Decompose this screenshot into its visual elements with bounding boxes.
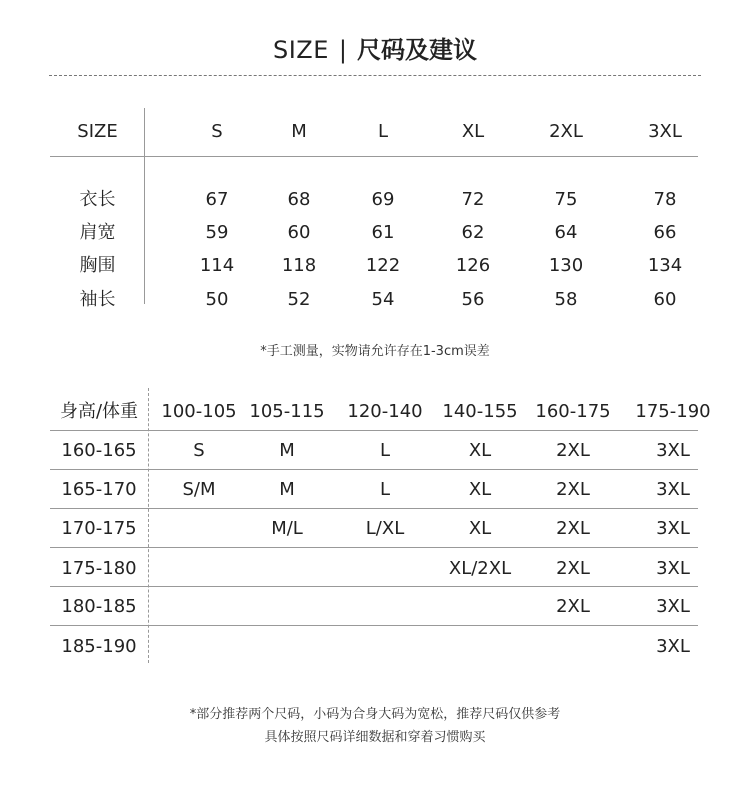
recommended-size-cell: 2XL [556,440,590,461]
title-chinese: 尺码及建议 [357,36,477,64]
recommended-size-cell: 2XL [556,596,590,617]
size-table [50,108,700,308]
page-title [0,30,750,70]
weight-header-cell: 105-115 [249,401,325,422]
title-separator: | [338,36,347,64]
recommended-size-cell: 3XL [656,636,690,657]
recommendation-note-line2: 具体按照尺码详细数据和穿着习惯购买 [264,730,486,745]
recommended-size-cell: XL [468,440,492,461]
size-row-label: 胸围 [79,255,116,276]
size-header-2xl: 2XL [549,121,583,142]
recommended-size-cell: XL [468,518,492,539]
recommended-size-cell: M [279,479,295,500]
size-table-header-divider [50,156,698,157]
size-row-label: 肩宽 [79,222,116,243]
recommended-size-cell: 3XL [656,479,690,500]
recommendation-row-divider [50,430,698,431]
size-header-m: M [291,121,307,142]
size-value-cell: 67 [205,189,229,210]
weight-header-cell: 175-190 [635,401,711,422]
recommendation-row-divider [50,547,698,548]
recommendation-note-line1: *部分推荐两个尺码，小码为合身大码为宽松，推荐尺码仅供参考 [189,707,561,722]
recommendation-row-divider [50,586,698,587]
measurement-note: *手工测量，实物请允许存在1-3cm误差 [260,344,490,359]
size-value-cell: 61 [371,222,395,243]
recommended-size-cell: S/M [182,479,216,500]
recommended-size-cell: 3XL [656,440,690,461]
title-english: SIZE [272,36,329,64]
recommended-size-cell: L [379,440,391,461]
recommended-size-cell: M [279,440,295,461]
size-row-label: 袖长 [79,289,116,310]
size-value-cell: 58 [554,289,578,310]
weight-header-cell: 140-155 [442,401,518,422]
size-value-cell: 69 [371,189,395,210]
size-value-cell: 75 [554,189,578,210]
size-value-cell: 72 [461,189,485,210]
size-table-corner: SIZE [77,121,118,142]
title-divider [49,75,701,76]
recommendation-table-corner: 身高/体重 [59,401,139,422]
size-value-cell: 59 [205,222,229,243]
height-row-label: 170-175 [61,518,137,539]
recommended-size-cell: 3XL [656,518,690,539]
recommendation-row-divider [50,508,698,509]
size-value-cell: 52 [287,289,311,310]
size-value-cell: 60 [287,222,311,243]
recommended-size-cell: M/L [271,518,303,539]
size-value-cell: 64 [554,222,578,243]
recommended-size-cell: 3XL [656,558,690,579]
size-value-cell: 78 [653,189,677,210]
recommended-size-cell: 2XL [556,558,590,579]
size-value-cell: 50 [205,289,229,310]
size-value-cell: 54 [371,289,395,310]
size-value-cell: 126 [455,255,491,276]
size-value-cell: 114 [199,255,235,276]
recommended-size-cell: XL/2XL [448,558,512,579]
size-value-cell: 60 [653,289,677,310]
weight-header-cell: 100-105 [161,401,237,422]
height-row-label: 175-180 [61,558,137,579]
recommended-size-cell: L [379,479,391,500]
size-value-cell: 130 [548,255,584,276]
size-header-3xl: 3XL [648,121,682,142]
size-value-cell: 62 [461,222,485,243]
height-row-label: 185-190 [61,636,137,657]
size-value-cell: 56 [461,289,485,310]
weight-header-cell: 160-175 [535,401,611,422]
weight-header-cell: 120-140 [347,401,423,422]
height-row-label: 160-165 [61,440,137,461]
size-value-cell: 68 [287,189,311,210]
size-value-cell: 118 [281,255,317,276]
recommendation-row-divider [50,625,698,626]
size-value-cell: 66 [653,222,677,243]
size-header-l: L [377,121,389,142]
recommended-size-cell: 2XL [556,479,590,500]
size-header-s: S [211,121,223,142]
recommended-size-cell: XL [468,479,492,500]
recommended-size-cell: L/XL [365,518,405,539]
size-row-label: 衣长 [79,189,116,210]
size-header-xl: XL [461,121,485,142]
recommended-size-cell: 2XL [556,518,590,539]
height-row-label: 180-185 [61,596,137,617]
recommendation-table [50,388,711,668]
recommendation-row-divider [50,469,698,470]
height-row-label: 165-170 [61,479,137,500]
recommended-size-cell: 3XL [656,596,690,617]
size-value-cell: 134 [647,255,683,276]
size-value-cell: 122 [365,255,401,276]
recommended-size-cell: S [193,440,205,461]
